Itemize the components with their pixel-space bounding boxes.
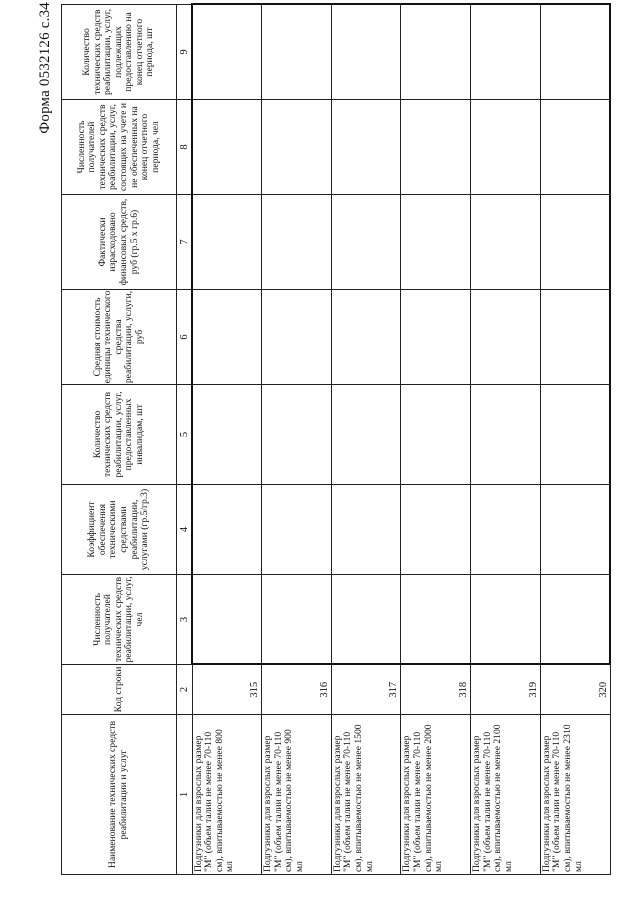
cell-spent <box>331 195 401 290</box>
rotated-form-page <box>37 2 612 875</box>
cell-to-provide <box>401 5 471 100</box>
cell-to-provide <box>471 5 541 100</box>
table-row <box>471 5 541 875</box>
cell-to-provide <box>540 5 610 100</box>
header-recipients: Численность получателей технических средств реабилитации, услуг, чел <box>62 575 177 665</box>
report-table <box>61 4 611 876</box>
cell-quantity <box>540 385 610 485</box>
row-code: 318 <box>401 665 471 715</box>
header-not-provided: Численность получателей технических средств реабилитации, услуг, состоящих на учете и не обеспеченных на конец отчетного периода, чел <box>62 100 177 195</box>
cell-recipients <box>540 575 610 665</box>
col-number: 4 <box>177 485 193 575</box>
header-spent: Фактически израсходовано финансовых средств, руб (гр.5 х гр.6) <box>62 195 177 290</box>
row-code: 315 <box>192 665 262 715</box>
cell-coefficient <box>331 485 401 575</box>
cell-spent <box>540 195 610 290</box>
cell-coefficient <box>192 485 262 575</box>
header-average-cost: Средняя стоимость единицы технического средства реабилитации, услуги, руб <box>62 290 177 385</box>
col-number: 3 <box>177 575 193 665</box>
cell-recipients <box>471 575 541 665</box>
cell-quantity <box>262 385 332 485</box>
cell-average-cost <box>471 290 541 385</box>
col-number: 7 <box>177 195 193 290</box>
cell-average-cost <box>540 290 610 385</box>
row-code: 319 <box>471 665 541 715</box>
header-code: Код строки <box>62 665 177 715</box>
col-number: 9 <box>177 5 193 100</box>
cell-coefficient <box>401 485 471 575</box>
cell-quantity <box>401 385 471 485</box>
cell-coefficient <box>471 485 541 575</box>
col-number: 8 <box>177 100 193 195</box>
cell-recipients <box>331 575 401 665</box>
cell-spent <box>401 195 471 290</box>
cell-average-cost <box>262 290 332 385</box>
table-row <box>192 5 262 875</box>
cell-coefficient <box>262 485 332 575</box>
header-row <box>62 5 177 875</box>
col-number: 6 <box>177 290 193 385</box>
row-name: Подгузники для взрослых размер "М" (объем талии не менее 70-110 см), впитываемостью не менее 2000 мл <box>401 715 471 875</box>
cell-quantity <box>331 385 401 485</box>
table-row <box>262 5 332 875</box>
cell-recipients <box>192 575 262 665</box>
cell-recipients <box>262 575 332 665</box>
cell-spent <box>471 195 541 290</box>
column-number-row <box>177 5 193 875</box>
row-code: 317 <box>331 665 401 715</box>
header-coefficient: Коэффициент обеспечения техническими средствами реабилитации, услугами (гр.5/гр.3) <box>62 485 177 575</box>
row-code: 320 <box>540 665 610 715</box>
row-code: 316 <box>262 665 332 715</box>
table-row <box>401 5 471 875</box>
row-name: Подгузники для взрослых размер "М" (объем талии не менее 70-110 см), впитываемостью не менее 1500 мл <box>331 715 401 875</box>
header-name: Наименование технических средств реабилитации и услуг <box>62 715 177 875</box>
cell-not-provided <box>262 100 332 195</box>
cell-average-cost <box>401 290 471 385</box>
cell-average-cost <box>331 290 401 385</box>
cell-average-cost <box>192 290 262 385</box>
header-to-provide: Количество технических средств реабилитации, услуг, подлежащих предоставлению на конец отчетного периода, шт <box>62 5 177 100</box>
row-name: Подгузники для взрослых размер "М" (объем талии не менее 70-110 см), впитываемостью не менее 2310 мл <box>540 715 610 875</box>
cell-not-provided <box>540 100 610 195</box>
cell-to-provide <box>262 5 332 100</box>
cell-to-provide <box>192 5 262 100</box>
table-row <box>540 5 610 875</box>
row-name: Подгузники для взрослых размер "М" (объем талии не менее 70-110 см), впитываемостью не менее 800 мл <box>192 715 262 875</box>
col-number: 5 <box>177 385 193 485</box>
cell-not-provided <box>401 100 471 195</box>
cell-spent <box>262 195 332 290</box>
row-name: Подгузники для взрослых размер "М" (объем талии не менее 70-110 см), впитываемостью не менее 2100 мл <box>471 715 541 875</box>
cell-spent <box>192 195 262 290</box>
cell-to-provide <box>331 5 401 100</box>
header-quantity: Количество технических средств реабилитации, услуг, предоставленных инвалидам, шт <box>62 385 177 485</box>
cell-quantity <box>192 385 262 485</box>
cell-recipients <box>401 575 471 665</box>
form-title: Форма 0532126 с.34 <box>37 2 53 134</box>
cell-not-provided <box>471 100 541 195</box>
col-number: 2 <box>177 665 193 715</box>
cell-coefficient <box>540 485 610 575</box>
table-row <box>331 5 401 875</box>
cell-quantity <box>471 385 541 485</box>
cell-not-provided <box>192 100 262 195</box>
col-number: 1 <box>177 715 193 875</box>
cell-not-provided <box>331 100 401 195</box>
row-name: Подгузники для взрослых размер "М" (объем талии не менее 70-110 см), впитываемостью не менее 900 мл <box>262 715 332 875</box>
